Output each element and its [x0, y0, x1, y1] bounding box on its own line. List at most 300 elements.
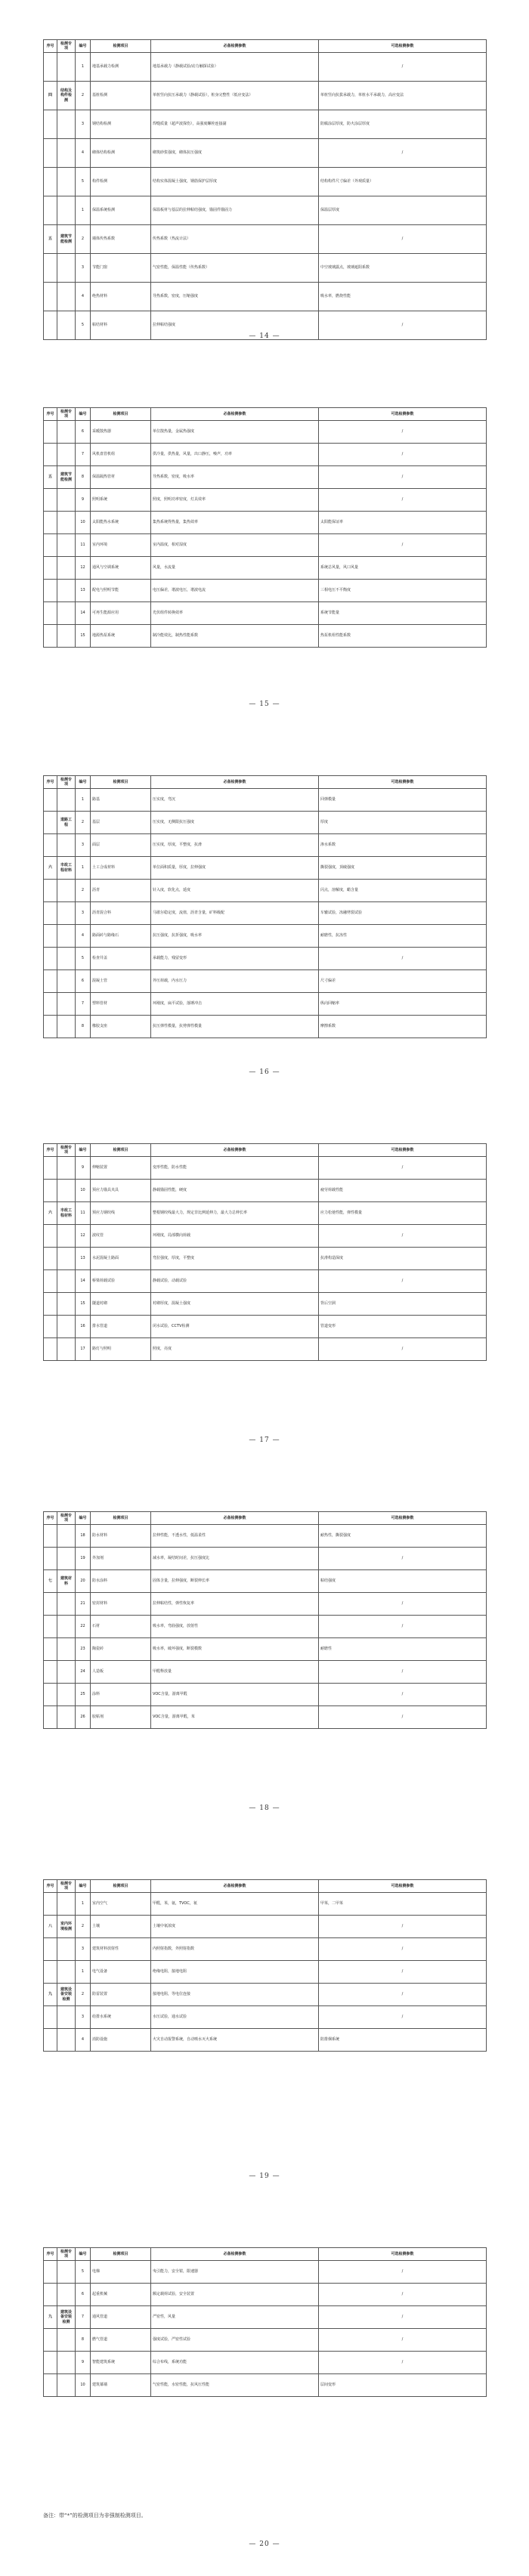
row-no: 1	[76, 1893, 91, 1916]
row-no: 4	[76, 2029, 91, 2052]
row-item: 路灯与照明	[91, 1338, 151, 1361]
row-seq: 九	[44, 1984, 57, 2006]
table-row	[44, 2284, 487, 2306]
row-optional-params: /	[319, 421, 487, 444]
row-required-params: 压实度，厚度，平整度，抗滑	[151, 834, 319, 857]
header-optional-params: 可选检测参数	[319, 776, 487, 789]
row-seq	[44, 902, 57, 925]
header-category: 检测专项	[57, 776, 76, 789]
header-category: 检测专项	[57, 408, 76, 421]
row-required-params: 甲醛，苯，氨，TVOC，氡	[151, 1893, 319, 1916]
table-row	[44, 82, 487, 110]
row-seq: 七	[44, 1570, 57, 1593]
row-item: 面层	[91, 834, 151, 857]
row-required-params: 严密性，风量	[151, 2306, 319, 2329]
row-optional-params: 回弹模量	[319, 789, 487, 812]
row-seq	[44, 2352, 57, 2374]
row-no: 21	[76, 1593, 91, 1616]
row-seq	[44, 444, 57, 466]
row-category	[57, 1338, 76, 1361]
row-no: 7	[76, 2306, 91, 2329]
row-item: 隧道衬砌	[91, 1293, 151, 1316]
row-no: 2	[76, 1916, 91, 1938]
table-row	[44, 1570, 487, 1593]
row-category	[57, 1706, 76, 1729]
row-optional-params: /	[319, 444, 487, 466]
table-row	[44, 880, 487, 902]
header-item: 检测项目	[91, 1144, 151, 1157]
row-required-params: 衬砌厚度，混凝土强度	[151, 1293, 319, 1316]
row-item: 橡胶支座	[91, 1016, 151, 1038]
row-required-params: 单位面积质量，厚度，拉伸强度	[151, 857, 319, 880]
row-no: 26	[76, 1706, 91, 1729]
row-item: 石材	[91, 1616, 151, 1638]
row-optional-params: /	[319, 1961, 487, 1984]
row-category	[57, 880, 76, 902]
header-optional-params: 可选检测参数	[319, 408, 487, 421]
table-row	[44, 254, 487, 283]
row-seq	[44, 254, 57, 283]
row-item: 陶瓷砖	[91, 1638, 151, 1661]
row-item: 混凝土管	[91, 970, 151, 993]
table-row	[44, 993, 487, 1016]
row-optional-params: /	[319, 2306, 487, 2329]
table-row	[44, 1338, 487, 1361]
row-item: 室内环境	[91, 534, 151, 557]
row-required-params: 气密性能，保温性能（传热系数）	[151, 254, 319, 283]
row-optional-params: 吸水率，燃烧性能	[319, 283, 487, 311]
row-optional-params: 撕裂强度，顶破强度	[319, 857, 487, 880]
row-category: 市政工程材料	[57, 857, 76, 880]
row-category	[57, 2006, 76, 2029]
row-category	[57, 1316, 76, 1338]
row-no: 10	[76, 512, 91, 534]
row-category	[57, 1893, 76, 1916]
row-item: 照明系统	[91, 489, 151, 512]
row-item: 预应力钢绞线	[91, 1202, 151, 1225]
row-required-params: 静载试验，动载试验	[151, 1270, 319, 1293]
table-row	[44, 1202, 487, 1225]
row-seq	[44, 1548, 57, 1570]
row-optional-params: /	[319, 1270, 487, 1293]
row-category	[57, 2029, 76, 2052]
row-optional-params: 热泵机组性能系数	[319, 625, 487, 648]
row-seq	[44, 2006, 57, 2029]
row-required-params: 单桩竖向抗压承载力（静载试验），桩身完整性（低应变法）	[151, 82, 319, 110]
row-required-params: 环刚度，扁平试验，落锤冲击	[151, 993, 319, 1016]
row-required-params: 绝缘电阻，接地电阻	[151, 1961, 319, 1984]
table-row	[44, 1548, 487, 1570]
row-no: 3	[76, 254, 91, 283]
row-required-params: 室内温度，相对湿度	[151, 534, 319, 557]
row-required-params: 焊缝质量（超声波探伤），高强度螺栓连接副	[151, 110, 319, 139]
row-item: 电气设备	[91, 1961, 151, 1984]
header-no: 编号	[76, 2248, 91, 2261]
row-category: 结构及构件检测	[57, 82, 76, 110]
row-item: 塑料管材	[91, 993, 151, 1016]
row-no: 23	[76, 1638, 91, 1661]
table-row	[44, 1684, 487, 1706]
row-seq	[44, 602, 57, 625]
row-seq	[44, 2261, 57, 2284]
row-no: 2	[76, 880, 91, 902]
row-category	[57, 2352, 76, 2374]
row-optional-params: 防腐涂层厚度，防火涂层厚度	[319, 110, 487, 139]
row-no: 12	[76, 1225, 91, 1248]
row-seq	[44, 557, 57, 580]
row-seq: 六	[44, 1202, 57, 1225]
row-optional-params: 尺寸偏差	[319, 970, 487, 993]
row-item: 路面砖与路缘石	[91, 925, 151, 948]
row-required-params: 导热系数，密度，压缩强度	[151, 283, 319, 311]
row-optional-params: /	[319, 2261, 487, 2284]
row-optional-params: 耐磨性，抗冻性	[319, 925, 487, 948]
table-row	[44, 1157, 487, 1180]
row-category	[57, 1548, 76, 1570]
row-required-params: 单位散热量，金属热强度	[151, 421, 319, 444]
row-required-params: 针入度，软化点，延度	[151, 880, 319, 902]
row-no: 3	[76, 1938, 91, 1961]
inspection-table	[43, 407, 487, 648]
table-row	[44, 1616, 487, 1638]
header-required-params: 必备检测参数	[151, 1512, 319, 1525]
row-no: 6	[76, 2284, 91, 2306]
row-category	[57, 1525, 76, 1548]
row-optional-params: 车辙试验，冻融劈裂试验	[319, 902, 487, 925]
row-item: 墙体传热系数	[91, 225, 151, 254]
page-number: — 15 —	[249, 700, 280, 708]
row-item: 土工合成材料	[91, 857, 151, 880]
table-header-row	[44, 1512, 487, 1525]
row-required-params: 接地电阻，等电位连接	[151, 1984, 319, 2006]
row-seq: 六	[44, 857, 57, 880]
row-required-params: 环刚度，局部横向荷载	[151, 1225, 319, 1248]
row-category: 建筑设备安装检测	[57, 2306, 76, 2329]
row-optional-params: 应力松弛性能，弹性模量	[319, 1202, 487, 1225]
row-no: 22	[76, 1616, 91, 1638]
row-optional-params: /	[319, 53, 487, 82]
row-item: 路基	[91, 789, 151, 812]
row-required-params: 照度，照明功率密度，灯具效率	[151, 489, 319, 512]
header-no: 编号	[76, 1144, 91, 1157]
row-optional-params: /	[319, 311, 487, 340]
row-required-params: 水压试验，通水试验	[151, 2006, 319, 2029]
row-item: 基桩检测	[91, 82, 151, 110]
row-seq	[44, 1157, 57, 1180]
table-row	[44, 625, 487, 648]
row-required-params: 照度，亮度	[151, 1338, 319, 1361]
row-seq	[44, 1638, 57, 1661]
table-row	[44, 1661, 487, 1684]
table-row	[44, 1248, 487, 1270]
row-category	[57, 1016, 76, 1038]
row-required-params: VOC含量，游离甲醛	[151, 1684, 319, 1706]
row-category: 建筑节能检测	[57, 225, 76, 254]
row-seq	[44, 196, 57, 225]
header-required-params: 必备检测参数	[151, 40, 319, 53]
row-seq	[44, 1016, 57, 1038]
row-seq	[44, 1525, 57, 1548]
row-item: 伸缩装置	[91, 1157, 151, 1180]
table-row	[44, 902, 487, 925]
row-item: 粘结材料	[91, 311, 151, 340]
header-optional-params: 可选检测参数	[319, 1512, 487, 1525]
row-category	[57, 557, 76, 580]
header-required-params: 必备检测参数	[151, 1144, 319, 1157]
row-category	[57, 254, 76, 283]
row-required-params: 减水率，凝结时间差，抗压强度比	[151, 1548, 319, 1570]
row-no: 1	[76, 1961, 91, 1984]
row-category	[57, 580, 76, 602]
row-required-params: 抗压弹性模量，抗剪弹性模量	[151, 1016, 319, 1038]
row-category: 建筑节能检测	[57, 466, 76, 489]
row-item: 波纹管	[91, 1225, 151, 1248]
row-seq	[44, 534, 57, 557]
row-item: 起重机械	[91, 2284, 151, 2306]
row-optional-params: 渗水系数	[319, 834, 487, 857]
row-seq	[44, 1593, 57, 1616]
row-optional-params: /	[319, 534, 487, 557]
table-row	[44, 948, 487, 970]
row-item: 采暖散热器	[91, 421, 151, 444]
row-seq	[44, 1661, 57, 1684]
row-seq	[44, 2284, 57, 2306]
header-item: 检测项目	[91, 1512, 151, 1525]
row-seq	[44, 993, 57, 1016]
row-optional-params: 疲劳荷载性能	[319, 1180, 487, 1202]
row-no: 13	[76, 580, 91, 602]
row-optional-params: 耐磨性	[319, 1638, 487, 1661]
row-no: 3	[76, 902, 91, 925]
header-item: 检测项目	[91, 776, 151, 789]
row-item: 防雷装置	[91, 1984, 151, 2006]
table-row	[44, 970, 487, 993]
row-seq	[44, 2329, 57, 2352]
row-seq	[44, 1338, 57, 1361]
page-20	[0, 2208, 529, 2576]
row-item: 通风与空调系统	[91, 557, 151, 580]
header-no: 编号	[76, 1880, 91, 1893]
row-required-params: 曳引能力，安全钳，限速器	[151, 2261, 319, 2284]
header-required-params: 必备检测参数	[151, 408, 319, 421]
page-19	[0, 1840, 529, 2208]
row-category	[57, 993, 76, 1016]
table-row	[44, 2352, 487, 2374]
row-no: 13	[76, 1248, 91, 1270]
row-required-params: 内照射指数，外照射指数	[151, 1938, 319, 1961]
row-no: 10	[76, 2374, 91, 2397]
header-item: 检测项目	[91, 408, 151, 421]
row-required-params: 气密性能，水密性能，抗风压性能	[151, 2374, 319, 2397]
row-required-params: 强度试验，严密性试验	[151, 2329, 319, 2352]
row-seq	[44, 880, 57, 902]
row-item: 建筑幕墙	[91, 2374, 151, 2397]
row-category	[57, 53, 76, 82]
table-row	[44, 1638, 487, 1661]
table-header-row	[44, 1880, 487, 1893]
row-seq	[44, 1938, 57, 1961]
row-item: 绝热材料	[91, 283, 151, 311]
row-seq: 九	[44, 2306, 57, 2329]
table-row	[44, 857, 487, 880]
row-no: 14	[76, 602, 91, 625]
row-category	[57, 1293, 76, 1316]
row-category	[57, 534, 76, 557]
header-no: 编号	[76, 408, 91, 421]
table-row	[44, 1016, 487, 1038]
header-seq: 序号	[44, 1512, 57, 1525]
row-category	[57, 1661, 76, 1684]
row-required-params: 光伏组件转换效率	[151, 602, 319, 625]
header-seq: 序号	[44, 2248, 57, 2261]
row-category	[57, 1938, 76, 1961]
table-header-row	[44, 776, 487, 789]
row-item: 砌体结构检测	[91, 139, 151, 168]
row-seq	[44, 2029, 57, 2052]
row-seq	[44, 139, 57, 168]
row-category	[57, 444, 76, 466]
row-optional-params: /	[319, 1338, 487, 1361]
row-required-params: 马歇尔稳定度，流值，沥青含量，矿料级配	[151, 902, 319, 925]
table-row	[44, 1593, 487, 1616]
row-no: 18	[76, 1525, 91, 1548]
row-optional-params: /	[319, 1225, 487, 1248]
row-optional-params: 太阳能保证率	[319, 512, 487, 534]
row-category	[57, 1593, 76, 1616]
row-no: 4	[76, 283, 91, 311]
table-row	[44, 1706, 487, 1729]
row-category	[57, 1248, 76, 1270]
row-no: 7	[76, 444, 91, 466]
table-note: 备注：带“*”的检测项目为非强制检测项目。	[43, 2513, 147, 2519]
header-seq: 序号	[44, 408, 57, 421]
row-optional-params: /	[319, 1593, 487, 1616]
row-optional-params: /	[319, 466, 487, 489]
row-required-params: 供冷量，供热量，风量，出口静压，噪声，功率	[151, 444, 319, 466]
row-required-params: 弯拉强度，厚度，平整度	[151, 1248, 319, 1270]
row-no: 8	[76, 1016, 91, 1038]
inspection-table	[43, 775, 487, 1038]
page-number: — 20 —	[249, 2540, 280, 2548]
row-required-params: 导热系数，密度，吸水率	[151, 466, 319, 489]
row-category	[57, 902, 76, 925]
row-category	[57, 512, 76, 534]
row-item: 防水材料	[91, 1525, 151, 1548]
row-seq	[44, 53, 57, 82]
row-optional-params: 三相电压不平衡度	[319, 580, 487, 602]
row-required-params: 砌筑砂浆强度，砌体抗压强度	[151, 139, 319, 168]
table-row	[44, 444, 487, 466]
page-number: — 19 —	[249, 2172, 280, 2180]
row-seq	[44, 421, 57, 444]
row-category	[57, 2261, 76, 2284]
row-no: 14	[76, 1270, 91, 1293]
table-row	[44, 1893, 487, 1916]
table-row	[44, 1525, 487, 1548]
row-item: 配电与照明节能	[91, 580, 151, 602]
row-seq	[44, 2374, 57, 2397]
row-category: 室内环境检测	[57, 1916, 76, 1938]
row-required-params: 土壤中氡浓度	[151, 1916, 319, 1938]
row-optional-params: /	[319, 1984, 487, 2006]
row-optional-params: 甲苯，二甲苯	[319, 1893, 487, 1916]
row-optional-params: 中空玻璃露点，玻璃遮阳系数	[319, 254, 487, 283]
row-optional-params: /	[319, 1616, 487, 1638]
row-item: 通风管道	[91, 2306, 151, 2329]
row-category	[57, 489, 76, 512]
row-item: 人造板	[91, 1661, 151, 1684]
table-row	[44, 139, 487, 168]
row-item: 电梯	[91, 2261, 151, 2284]
row-no: 1	[76, 857, 91, 880]
row-item: 风机盘管机组	[91, 444, 151, 466]
row-category	[57, 1225, 76, 1248]
inspection-table	[43, 1143, 487, 1361]
row-optional-params: 管道变形	[319, 1316, 487, 1338]
row-category	[57, 789, 76, 812]
row-no: 5	[76, 2261, 91, 2284]
row-optional-params: 系统总风量，风口风量	[319, 557, 487, 580]
table-row	[44, 489, 487, 512]
row-required-params: 地基承载力（静载试验/动力触探试验）	[151, 53, 319, 82]
row-item: 水泥混凝土路面	[91, 1248, 151, 1270]
row-optional-params: /	[319, 2352, 487, 2374]
row-required-params: 拉伸性能，不透水性，低温柔性	[151, 1525, 319, 1548]
row-item: 地基承载力检测	[91, 53, 151, 82]
row-seq	[44, 512, 57, 534]
row-no: 16	[76, 1316, 91, 1338]
table-row	[44, 812, 487, 834]
row-item: 检查井盖	[91, 948, 151, 970]
header-seq: 序号	[44, 40, 57, 53]
row-item: 沥青	[91, 880, 151, 902]
row-optional-params: /	[319, 2006, 487, 2029]
row-required-params: 吸水率，破坏强度，断裂模数	[151, 1638, 319, 1661]
row-category	[57, 139, 76, 168]
row-seq	[44, 283, 57, 311]
row-item: 外加剂	[91, 1548, 151, 1570]
inspection-table	[43, 1879, 487, 2052]
row-seq	[44, 789, 57, 812]
row-optional-params: /	[319, 1938, 487, 1961]
row-category	[57, 283, 76, 311]
table-row	[44, 834, 487, 857]
row-required-params: 火灾自动报警系统，自动喷水灭火系统	[151, 2029, 319, 2052]
row-category	[57, 110, 76, 139]
row-item: 基层	[91, 812, 151, 834]
row-required-params: 闭水试验，CCTV检测	[151, 1316, 319, 1338]
header-seq: 序号	[44, 776, 57, 789]
row-optional-params: 闪点，溶解度，蜡含量	[319, 880, 487, 902]
row-seq	[44, 168, 57, 196]
row-item: 防水涂料	[91, 1570, 151, 1593]
row-seq	[44, 1684, 57, 1706]
table-row	[44, 421, 487, 444]
row-no: 2	[76, 82, 91, 110]
row-seq	[44, 1961, 57, 1984]
row-seq	[44, 925, 57, 948]
row-optional-params: /	[319, 1157, 487, 1180]
header-optional-params: 可选检测参数	[319, 2248, 487, 2261]
header-required-params: 必备检测参数	[151, 776, 319, 789]
row-optional-params: 系统节能量	[319, 602, 487, 625]
row-item: 胶粘剂	[91, 1706, 151, 1729]
inspection-table	[43, 39, 487, 340]
row-optional-params: /	[319, 489, 487, 512]
inspection-table	[43, 1511, 487, 1729]
row-seq	[44, 1293, 57, 1316]
row-optional-params: 抗滑构造深度	[319, 1248, 487, 1270]
